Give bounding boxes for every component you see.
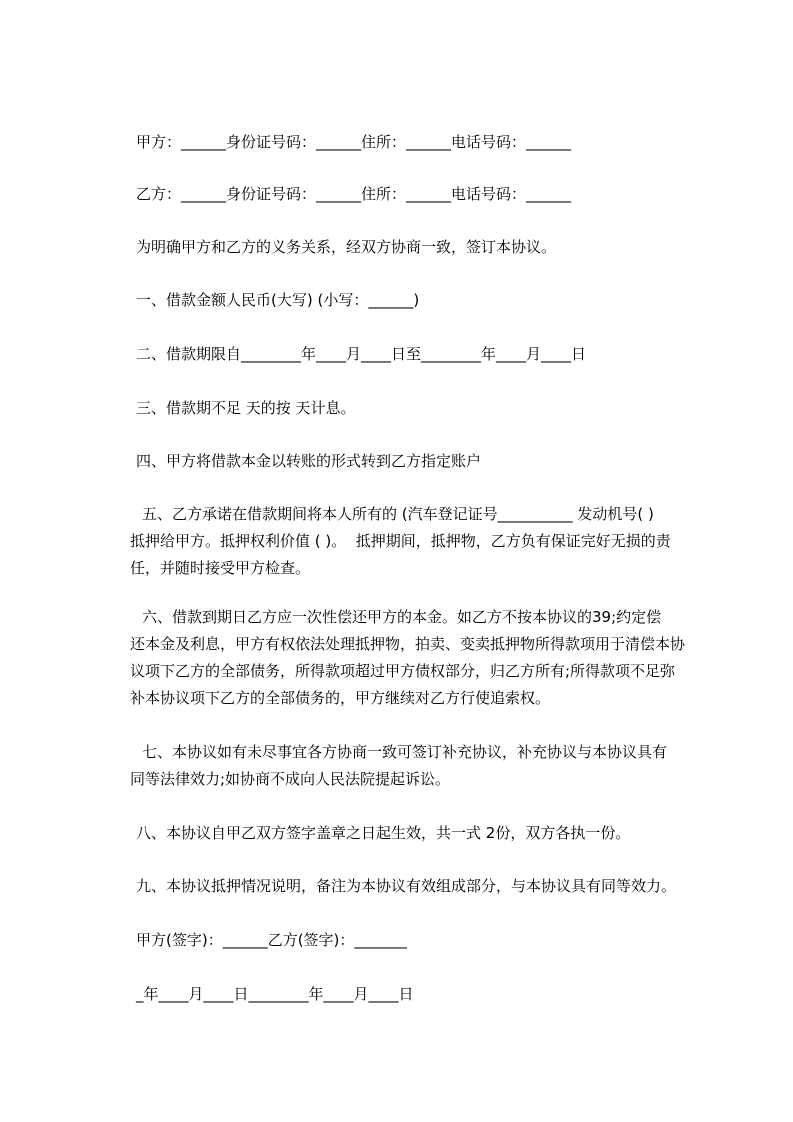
clause-7-line-2: 同等法律效力;如协商不成向人民法院提起诉讼。: [130, 770, 451, 788]
party-a-line: 甲方：______身份证号码：______住所：______电话号码：______: [136, 133, 572, 151]
clause-5-line-2: 抵押给甲方。抵押权利价值 ( )。 抵押期间，抵押物，乙方负有保证完好无损的责: [130, 532, 671, 550]
signature-line: 甲方(签字)：______乙方(签字)：_______: [136, 931, 407, 949]
clause-7-line-1: 七、本协议如有未尽事宜各方协商一致可签订补充协议，补充协议与本协议具有: [142, 743, 668, 761]
party-b-line: 乙方：______身份证号码：______住所：______电话号码：______: [136, 185, 572, 203]
clause-2: 二、借款期限自________年____月____日至________年____月____日: [136, 345, 587, 363]
clause-6-line-2: 还本金及利息，甲方有权依法处理抵押物，拍卖、变卖抵押物所得款项用于清偿本协: [130, 635, 686, 653]
intro-line: 为明确甲方和乙方的义务关系，经双方协商一致，签订本协议。: [136, 238, 557, 256]
clause-1: 一、借款金额人民币(大写) (小写：______): [136, 291, 420, 309]
clause-5-line-3: 任，并随时接受甲方检查。: [130, 559, 311, 577]
clause-6: [130, 604, 711, 712]
clause-6-line-1: 六、借款到期日乙方应一次性偿还甲方的本金。如乙方不按本协议的39;约定偿: [142, 608, 662, 626]
clause-6-line-3: 议项下乙方的全部债务，所得款项超过甲方债权部分，归乙方所有;所得款项不足弥: [130, 662, 676, 680]
clause-9: 九、本协议抵押情况说明，备注为本协议有效组成部分，与本协议具有同等效力。: [136, 877, 677, 895]
clause-4: 四、甲方将借款本金以转账的形式转到乙方指定账户: [136, 452, 482, 470]
clause-5: [130, 501, 711, 582]
clause-6-line-4: 补本协议项下乙方的全部债务的，甲方继续对乙方行使追索权。: [130, 689, 551, 707]
clause-7: [130, 739, 711, 793]
date-line: _年____月____日________年____月____日: [136, 985, 414, 1003]
clause-5-line-1: 五、乙方承诺在借款期间将本人所有的 (汽车登记证号__________ 发动机号( ): [142, 505, 654, 523]
clause-3: 三、借款期不足 天的按 天计息。: [136, 399, 356, 417]
clause-8: 八、本协议自甲乙双方签字盖章之日起生效，共一式 2份，双方各执一份。: [136, 824, 631, 842]
